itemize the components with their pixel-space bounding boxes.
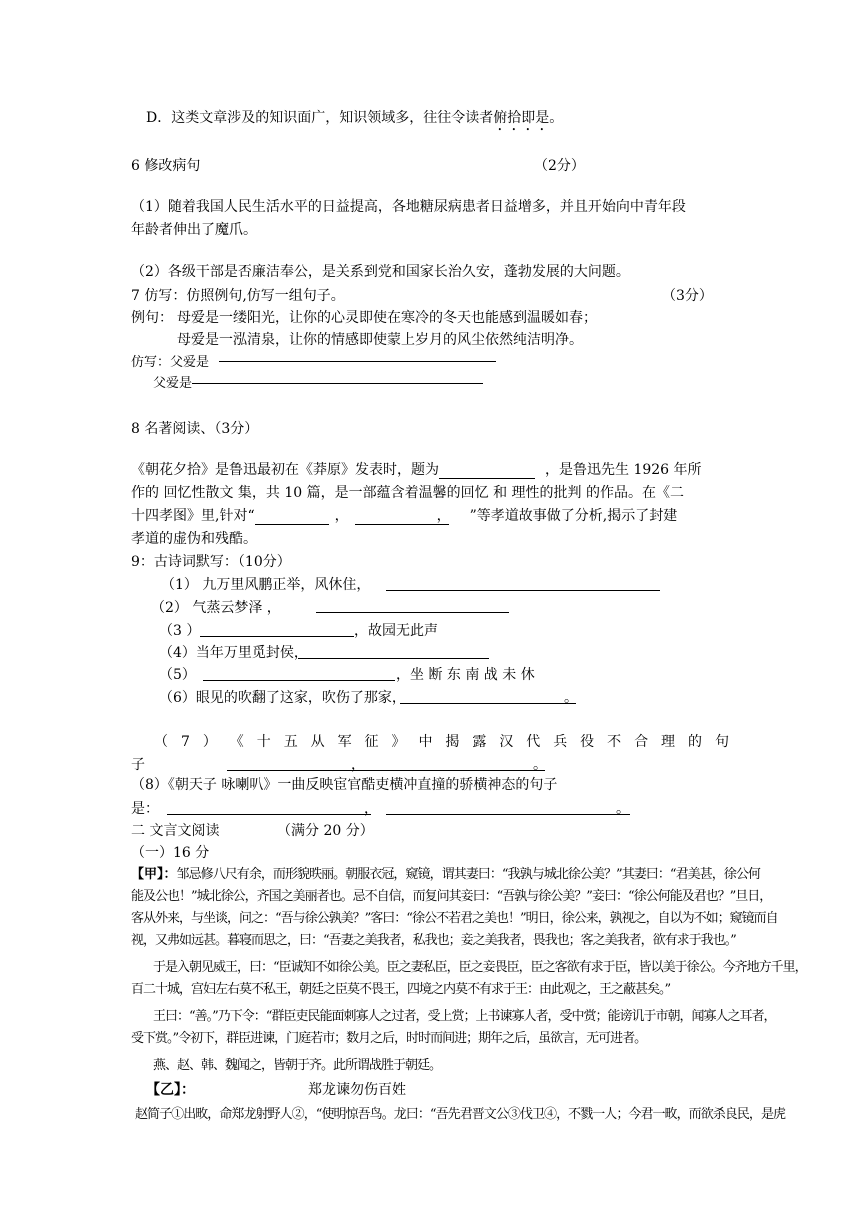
q9-poem-7-char: ） xyxy=(202,734,217,750)
option-d-emphasis: 俯拾即是 xyxy=(493,110,550,126)
q9-poem-7-char: 中 xyxy=(418,734,433,750)
jia-line-4: 视，又弗如远甚。暮寝而思之，曰：“吾妻之美我者，私我也；妾之美我者，畏我也；客之美我者，欲有求于我也。” xyxy=(131,933,736,948)
jia-line-1 xyxy=(131,866,760,884)
q9-poem-7-char: 7 xyxy=(180,734,190,750)
section-2-score: （满分 20 分） xyxy=(277,823,374,839)
q7-write-line-2[interactable] xyxy=(192,383,483,384)
q7-title: 7 仿写：仿照例句,仿写一组句子。 xyxy=(131,288,345,304)
q8-line-2: 作的 回忆性散文 集，共 10 篇，是一部蕴含着温馨的回忆 和 理性的批判 的作品。在《二 xyxy=(131,485,684,501)
section-2-part: （一）16 分 xyxy=(131,845,210,861)
q9-blank-8a[interactable] xyxy=(167,814,371,815)
q9-poem-7-char: 役 xyxy=(580,734,595,750)
q8-line-1 xyxy=(131,461,702,479)
q9-poem-1: （1） 九万里风鹏正举，风休住， xyxy=(161,577,371,593)
q9-poem-7 xyxy=(154,733,729,751)
q9-poem-8-end: 。 xyxy=(616,801,630,817)
q9-title: 9：古诗词默写：（10分） xyxy=(131,554,291,570)
q9-poem-7-label: 子 xyxy=(131,757,145,773)
option-d xyxy=(146,109,563,134)
q9-blank-4[interactable] xyxy=(298,658,489,659)
jia-p4: 燕、赵、韩、魏闻之，皆朝于齐。此所谓战胜于朝廷。 xyxy=(153,1058,442,1073)
q9-poem-5: （5） xyxy=(159,667,196,683)
option-d-text: D．这类文章涉及的知识面广，知识领域多，往往令读者 xyxy=(146,110,494,126)
q8-line-3-end: ”等孝道故事做了分析,揭示了封建 xyxy=(469,508,678,524)
q6-sentence-1: （1）随着我国人民生活水平的日益提高，各地糖尿病患者日益增多，并且开始向中青年段 xyxy=(131,199,686,215)
q9-poem-3: （3 ） xyxy=(159,623,201,639)
q9-blank-1[interactable] xyxy=(386,590,660,591)
q9-poem-7-char: 征 xyxy=(364,734,379,750)
q9-poem-8: （8）《朝天子 咏喇叭》一曲反映宦官酷吏横冲直撞的骄横神态的句子 xyxy=(131,777,558,793)
jia-p3-line-2: 受下赏。”令初下，群臣进谏，门庭若市；数月之后，时时而间进；期年之后，虽欲言，无可进者。 xyxy=(131,1031,647,1046)
q9-poem-7-char: 露 xyxy=(472,734,487,750)
q9-poem-7-char: 军 xyxy=(337,734,352,750)
q8-line-3 xyxy=(131,507,677,525)
q9-poem-7-char: 五 xyxy=(283,734,298,750)
section-2-title: 二 文言文阅读 xyxy=(131,823,220,839)
q9-poem-6-end: 。 xyxy=(564,690,578,706)
q9-blank-3[interactable] xyxy=(200,636,354,637)
q8-title: 8 名著阅读、（3分） xyxy=(131,421,259,437)
q6-sentence-1-cont: 年龄者伸出了魔爪。 xyxy=(131,222,257,238)
q9-poem-8-comma: ， xyxy=(364,801,378,817)
q9-poem-5-end: ，坐 断 东 南 战 未 休 xyxy=(396,667,535,683)
q9-poem-7-char: 》 xyxy=(391,734,406,750)
q9-poem-2: （2） 气蒸云梦泽 ， xyxy=(151,600,281,616)
q9-poem-7-char: 汉 xyxy=(499,734,514,750)
q9-poem-7-char: 句 xyxy=(714,734,729,750)
q7-write-line-1[interactable] xyxy=(219,361,496,362)
q9-blank-6[interactable] xyxy=(400,703,576,704)
q6-sentence-2: （2）各级干部是否廉洁奉公，是关系到党和国家长治久安，蓬勃发展的大问题。 xyxy=(131,264,630,280)
q8-comma-1: ， xyxy=(334,508,349,524)
jia-text-1: 邹忌修八尺有余，而形貌昳丽。朝服衣冠，窥镜，谓其妻曰：“我孰与城北徐公美？”其妻曰：“君美甚，徐公何 xyxy=(176,867,760,882)
q9-poem-7-char: 十 xyxy=(256,734,271,750)
q8-line-1-text: 《朝花夕拾》是鲁迅最初在《莽原》发表时，题为 xyxy=(131,462,439,478)
yi-label: 【乙】： xyxy=(146,1082,195,1098)
jia-label: 【甲】： xyxy=(131,867,177,882)
q9-poem-7-char: 理 xyxy=(661,734,676,750)
q9-poem-7-char: 合 xyxy=(634,734,649,750)
q9-poem-8-label: 是： xyxy=(131,801,159,817)
q6-score: （2分） xyxy=(534,158,585,174)
q7-example-label: 例句： xyxy=(131,310,173,326)
q9-poem-3-end: ，故园无此声 xyxy=(354,623,438,639)
q8-line-1-end: ，是鲁迅先生 1926 年所 xyxy=(545,462,702,478)
q9-poem-7-char: 代 xyxy=(526,734,541,750)
option-d-end: 。 xyxy=(549,110,564,126)
q9-poem-7-char: 不 xyxy=(607,734,622,750)
q6-title: 6 修改病句 xyxy=(131,158,201,174)
q9-poem-6: （6）眼见的吹翻了这家，吹伤了那家， xyxy=(159,690,406,706)
q7-write-label: 仿写：父爱是 xyxy=(131,355,210,370)
yi-title: 郑龙谏勿伤百姓 xyxy=(308,1082,406,1098)
jia-p3-line-1: 王曰：“善。”乃下令：“群臣吏民能面刺寡人之过者，受上赏；上书谏寡人者，受中赏；能谤讥于市朝，闻寡人之耳者， xyxy=(153,1009,776,1024)
q7-example-1: 母爱是一缕阳光，让你的心灵即使在寒冷的冬天也能感到温暖如春； xyxy=(177,310,597,326)
q8-comma-2: ， xyxy=(436,508,444,524)
q9-poem-7-char: 从 xyxy=(310,734,325,750)
q9-poem-7-comma: ， xyxy=(351,757,365,773)
q7-write-label-2: 父爱是 xyxy=(153,376,193,391)
jia-p2-line-1: 于是入朝见威王，曰：“臣诚知不如徐公美。臣之妻私臣，臣之妾畏臣，臣之客欲有求于臣，皆以美于徐公。今齐地方千里， xyxy=(153,960,807,975)
yi-line-1: 赵简子①出畋，命郑龙射野人②，“使明惊吾鸟。龙曰：“吾先君晋文公③伐卫④，不戮一人；今君一畋，而欲杀良民，是虎 xyxy=(135,1107,786,1122)
q8-line-4: 孝道的虚伪和残酷。 xyxy=(131,531,257,547)
q8-blank-3[interactable] xyxy=(355,509,449,525)
jia-line-2: 能及公也！”城北徐公，齐国之美丽者也。忌不自信，而复问其妾曰：“吾孰与徐公美？”妾曰：“徐公何能及君也？”旦日， xyxy=(131,889,772,904)
q8-blank-2[interactable] xyxy=(255,509,329,525)
jia-p2-line-2: 百二十城，宫妇左右莫不私王，朝廷之臣莫不畏王，四境之内莫不有求于王：由此观之，王之蔽甚矣。” xyxy=(131,982,671,997)
q9-poem-7-char: 兵 xyxy=(553,734,568,750)
q9-blank-7[interactable] xyxy=(227,770,545,771)
q8-line-3-text: 十四孝图》里,针对“ xyxy=(131,508,255,524)
q7-example-2: 母爱是一泓清泉，让你的情感即使蒙上岁月的风尘依然纯洁明净。 xyxy=(177,332,583,348)
jia-line-3: 客从外来，与坐谈，问之：“吾与徐公孰美？”客曰：“徐公不若君之美也！”明日，徐公来，孰视之，自以为不如；窥镜而自 xyxy=(131,911,778,926)
q9-blank-5[interactable] xyxy=(203,680,395,681)
q9-poem-7-char: 《 xyxy=(229,734,244,750)
q9-blank-2[interactable] xyxy=(316,612,509,613)
q9-poem-7-char: （ xyxy=(154,734,168,750)
q9-poem-7-end: 。 xyxy=(533,757,547,773)
q7-score: （3分） xyxy=(662,288,713,304)
q9-poem-7-char: 揭 xyxy=(445,734,460,750)
q9-blank-8b[interactable] xyxy=(386,814,630,815)
q9-poem-4: （4）当年万里觅封侯， xyxy=(159,645,308,661)
q9-poem-7-char: 的 xyxy=(687,734,702,750)
q8-blank-1[interactable] xyxy=(439,463,535,479)
